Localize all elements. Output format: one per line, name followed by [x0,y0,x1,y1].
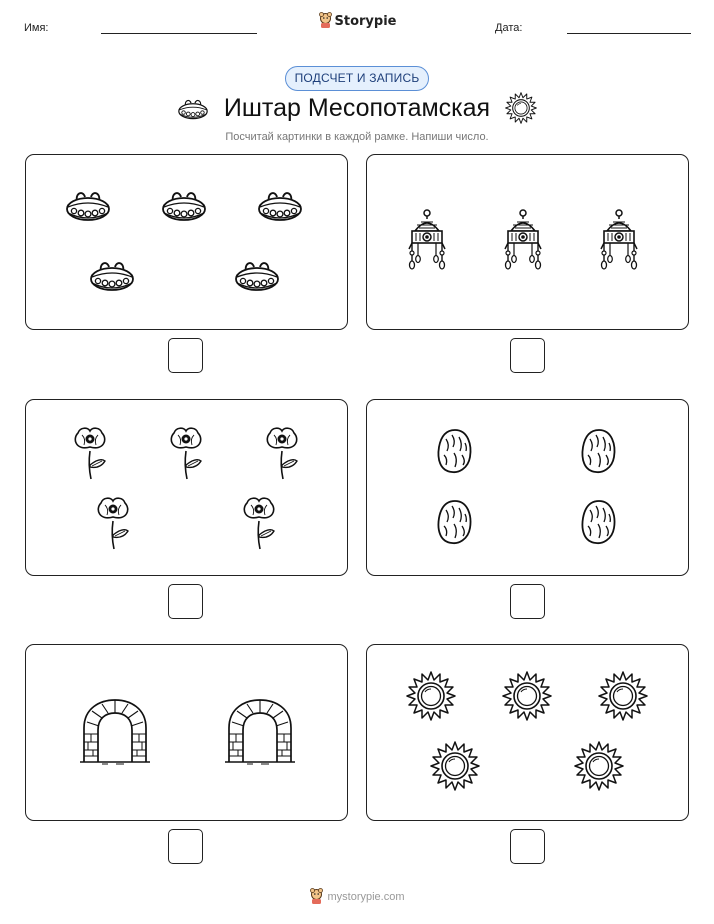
ring-icon [232,255,282,295]
sun-icon [502,671,552,721]
sun-icon [505,92,537,124]
date-fruit-icon [434,498,474,546]
counting-panel-dates [366,399,689,576]
answer-box[interactable] [168,829,203,864]
sun-icon [574,741,624,791]
ring-icon [159,185,209,225]
page-title: Иштар Месопотамская [223,94,491,122]
brand-logo [0,12,714,29]
stone-arch-icon [225,698,295,766]
storypie-mascot-icon [318,12,333,28]
counting-panel-suns [366,644,689,821]
crown-icon [503,209,543,277]
date-fruit-icon [578,427,618,475]
sun-icon [598,671,648,721]
storypie-mascot-icon [309,888,324,904]
poppy-flower-icon [239,495,279,551]
footer-url[interactable]: mystorypie.com [327,891,405,903]
answer-box[interactable] [168,338,203,373]
answer-box[interactable] [510,829,545,864]
stone-arch-icon [80,698,150,766]
poppy-flower-icon [70,425,110,481]
name-field[interactable] [101,33,257,34]
poppy-flower-icon [93,495,133,551]
crown-icon [407,209,447,277]
name-label: Имя: [24,22,49,34]
instruction-text: Посчитай картинки в каждой рамке. Напиши число. [225,131,489,143]
date-field[interactable] [567,33,691,34]
date-fruit-icon [578,498,618,546]
sun-icon [406,671,456,721]
answer-box[interactable] [510,338,545,373]
poppy-flower-icon [262,425,302,481]
ring-icon [87,255,137,295]
ring-icon [63,185,113,225]
counting-panel-poppies [25,399,348,576]
brand-name: Storypie [334,14,397,29]
counting-panel-crowns [366,154,689,330]
date-label: Дата: [495,22,523,34]
ring-icon [255,185,305,225]
counting-panel-arches [25,644,348,821]
answer-box[interactable] [510,584,545,619]
poppy-flower-icon [166,425,206,481]
answer-box[interactable] [168,584,203,619]
counting-panel-rings [25,154,348,330]
crown-icon [599,209,639,277]
activity-badge: ПОДСЧЕТ И ЗАПИСЬ [285,66,429,91]
sun-icon [430,741,480,791]
date-fruit-icon [434,427,474,475]
footer [0,888,714,904]
